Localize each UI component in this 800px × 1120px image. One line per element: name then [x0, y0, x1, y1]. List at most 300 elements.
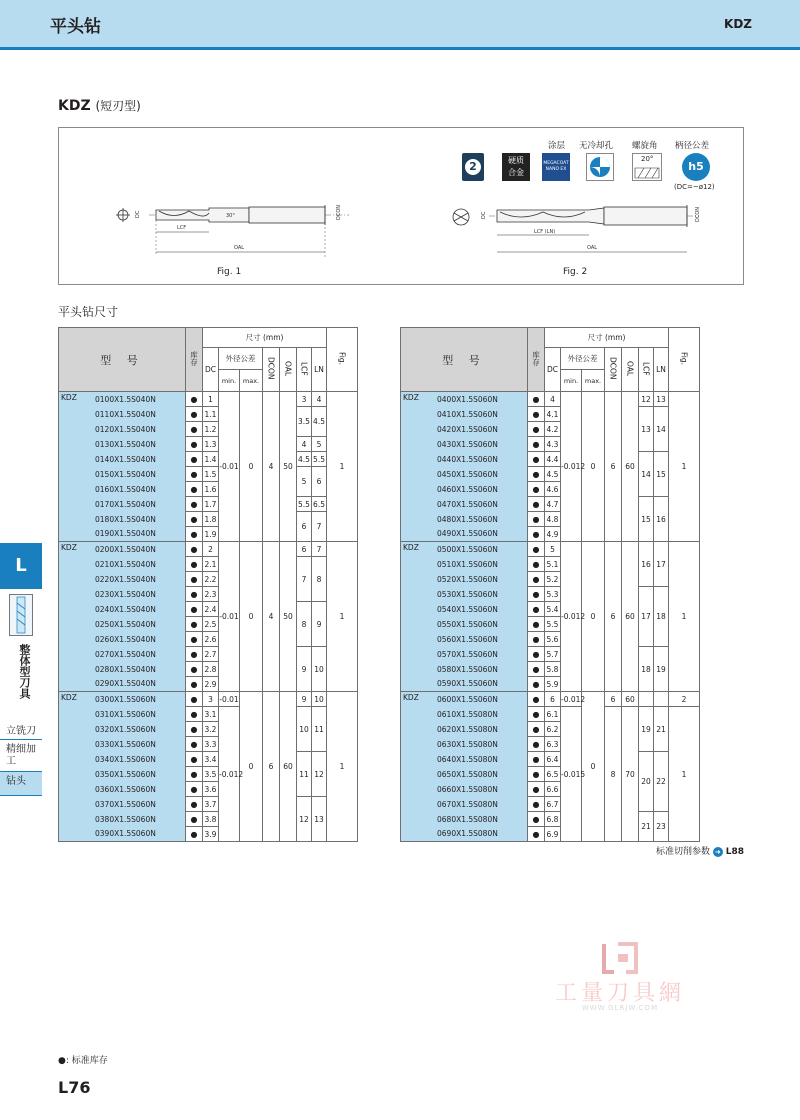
dimension-table-right	[400, 327, 700, 842]
stock-cell: ●	[186, 527, 203, 542]
model-cell	[59, 767, 186, 782]
fig1-dcon-label: DCON	[336, 204, 342, 220]
lcf-cell: 19	[639, 707, 654, 752]
dc-cell: 3.6	[203, 782, 219, 797]
model-cell	[401, 542, 528, 557]
fig-header-text: Fig.	[679, 352, 689, 365]
table-row	[401, 707, 700, 722]
model-prefix: KDZ	[403, 393, 419, 402]
dc-cell: 3.7	[203, 797, 219, 812]
dc-cell: 5	[545, 542, 561, 557]
model-cell	[59, 647, 186, 662]
fig2-lcf-label: LCF (LN)	[534, 229, 556, 235]
dcon-cell: 4	[263, 542, 280, 692]
table-row	[59, 647, 358, 662]
dc-cell: 1.8	[203, 512, 219, 527]
model-code: 0560X1.5S060N	[437, 634, 498, 644]
ln-header: LN	[654, 348, 669, 392]
model-cell	[401, 527, 528, 542]
model-cell	[401, 797, 528, 812]
material-line-2: 合金	[508, 168, 524, 177]
fig2-oal-label: OAL	[587, 245, 598, 251]
dc-cell: 2.7	[203, 647, 219, 662]
table-row	[401, 497, 700, 512]
dc-cell: 4.1	[545, 407, 561, 422]
table-row	[401, 407, 700, 422]
dc-cell: 4	[545, 392, 561, 407]
stock-cell: ●	[528, 452, 545, 467]
table-row	[401, 392, 700, 407]
model-cell	[59, 542, 186, 557]
flute-count-icon	[462, 153, 484, 181]
model-code: 0340X1.5S060N	[95, 754, 156, 764]
dc-cell: 3	[203, 692, 219, 707]
figure-box	[58, 127, 744, 285]
stock-cell: ●	[186, 467, 203, 482]
dc-cell: 5.5	[545, 617, 561, 632]
stock-cell: ●	[186, 542, 203, 557]
stock-cell: ●	[186, 617, 203, 632]
model-code: 0130X1.5S040N	[95, 439, 156, 449]
stock-cell: ●	[186, 722, 203, 737]
model-cell	[401, 647, 528, 662]
stock-cell: ●	[186, 707, 203, 722]
section-title: 平头钻尺寸	[58, 305, 119, 319]
dc-cell: 1.1	[203, 407, 219, 422]
table-row	[401, 812, 700, 827]
ln-cell	[654, 692, 669, 707]
model-cell	[59, 722, 186, 737]
coating-line-2: NANO EX	[545, 167, 567, 172]
table-row	[401, 542, 700, 557]
model-cell	[59, 752, 186, 767]
model-code: 0450X1.5S060N	[437, 469, 498, 479]
ln-cell: 15	[654, 452, 669, 497]
model-code: 0420X1.5S060N	[437, 424, 498, 434]
dc-cell: 4.5	[545, 467, 561, 482]
dc-cell: 3.8	[203, 812, 219, 827]
model-cell	[401, 722, 528, 737]
cutting-reference[interactable]	[656, 844, 744, 857]
lcf-cell: 8	[297, 602, 312, 647]
tol-min-header: min.	[561, 370, 582, 392]
dc-cell: 6.4	[545, 752, 561, 767]
table-row	[59, 452, 358, 467]
model-cell	[59, 737, 186, 752]
model-code: 0120X1.5S040N	[95, 424, 156, 434]
model-code: 0290X1.5S040N	[95, 679, 156, 689]
model-code: 0510X1.5S060N	[437, 559, 498, 569]
lcf-header-text: LCF	[641, 361, 651, 376]
fig2-drawing	[453, 205, 699, 252]
oal-cell: 60	[280, 692, 297, 842]
stock-cell: ●	[186, 392, 203, 407]
model-code: 0530X1.5S060N	[437, 589, 498, 599]
model-cell	[401, 407, 528, 422]
dc-cell: 2.8	[203, 662, 219, 677]
tol-min-cell: -0.012	[219, 707, 240, 842]
dimension-table-left	[58, 327, 358, 842]
ln-cell: 22	[654, 752, 669, 812]
ln-cell: 18	[654, 587, 669, 647]
tol-max-cell: 0	[582, 692, 605, 842]
model-code: 0140X1.5S040N	[95, 454, 156, 464]
stock-cell: ●	[528, 512, 545, 527]
dcon-cell: 8	[605, 707, 622, 842]
model-code: 0480X1.5S060N	[437, 514, 498, 524]
dc-cell: 1.3	[203, 437, 219, 452]
dc-cell: 5.3	[545, 587, 561, 602]
model-code: 0320X1.5S060N	[95, 724, 156, 734]
fig1-caption: Fig. 1	[217, 267, 242, 277]
model-code: 0110X1.5S040N	[95, 409, 156, 419]
fig-header	[327, 328, 358, 392]
stock-header	[186, 328, 203, 392]
model-cell	[401, 632, 528, 647]
lcf-cell: 4.5	[297, 452, 312, 467]
tolerance-header: 外径公差	[219, 348, 263, 370]
stock-cell: ●	[528, 692, 545, 707]
table-row	[59, 707, 358, 722]
lcf-cell: 13	[639, 407, 654, 452]
stock-cell: ●	[186, 422, 203, 437]
helix-angle-icon	[632, 153, 662, 181]
table-row	[401, 587, 700, 602]
coating-label: 涂层	[548, 141, 566, 151]
dc-cell: 6	[545, 692, 561, 707]
dcon-cell: 6	[263, 692, 280, 842]
tol-max-cell: 0	[240, 542, 263, 692]
size-header: 尺寸 (mm)	[203, 328, 327, 348]
fig-cell: 1	[327, 392, 358, 542]
model-code: 0440X1.5S060N	[437, 454, 498, 464]
ln-cell: 5	[312, 437, 327, 452]
model-cell	[59, 587, 186, 602]
fig-cell: 1	[669, 542, 700, 692]
fig-cell: 1	[669, 707, 700, 842]
lcf-cell: 11	[297, 752, 312, 797]
tol-max-cell: 0	[240, 692, 263, 842]
tol-max-header: max.	[582, 370, 605, 392]
watermark-text: 工量刀具網	[554, 981, 685, 1006]
stock-cell: ●	[528, 812, 545, 827]
dc-cell: 3.5	[203, 767, 219, 782]
dc-cell: 2.6	[203, 632, 219, 647]
page-header	[0, 0, 800, 50]
shank-tolerance-note: (DC=~ø12)	[674, 183, 715, 191]
model-cell	[401, 692, 528, 707]
stock-cell: ●	[186, 677, 203, 692]
stock-cell: ●	[186, 602, 203, 617]
model-code: 0160X1.5S040N	[95, 484, 156, 494]
lcf-cell: 7	[297, 557, 312, 602]
model-cell	[59, 572, 186, 587]
model-code: 0670X1.5S080N	[437, 799, 498, 809]
model-cell	[401, 452, 528, 467]
lcf-cell: 3	[297, 392, 312, 407]
model-code: 0580X1.5S060N	[437, 664, 498, 674]
page-number: L76	[58, 1078, 91, 1097]
table-row	[59, 602, 358, 617]
lcf-cell: 21	[639, 812, 654, 842]
model-cell	[401, 677, 528, 692]
stock-cell: ●	[528, 677, 545, 692]
model-code: 0650X1.5S080N	[437, 769, 498, 779]
stock-cell: ●	[186, 512, 203, 527]
table-row	[401, 452, 700, 467]
model-cell	[59, 452, 186, 467]
category-label: 整体型刀具	[18, 644, 31, 699]
oal-cell: 60	[622, 542, 639, 692]
lcf-header	[639, 348, 654, 392]
fig2-dc-label: DC	[481, 211, 487, 219]
model-cell	[59, 497, 186, 512]
dcon-cell: 6	[605, 392, 622, 542]
dc-cell: 6.9	[545, 827, 561, 842]
oal-cell: 70	[622, 707, 639, 842]
dc-cell: 4.7	[545, 497, 561, 512]
model-cell	[59, 392, 186, 407]
stock-cell: ●	[528, 617, 545, 632]
dcon-cell: 6	[605, 542, 622, 692]
table-row	[59, 392, 358, 407]
model-code: 0220X1.5S040N	[95, 574, 156, 584]
dc-cell: 5.7	[545, 647, 561, 662]
model-prefix: KDZ	[61, 693, 77, 702]
tol-min-cell: -0.015	[561, 707, 582, 842]
tol-max-cell: 0	[582, 392, 605, 542]
stock-cell: ●	[186, 647, 203, 662]
stock-cell: ●	[528, 632, 545, 647]
endmill-graphic-icon	[10, 595, 32, 635]
dc-cell: 2	[203, 542, 219, 557]
model-cell	[401, 437, 528, 452]
model-cell	[401, 497, 528, 512]
model-code: 0410X1.5S060N	[437, 409, 498, 419]
dc-cell: 2.5	[203, 617, 219, 632]
model-code: 0360X1.5S060N	[95, 784, 156, 794]
model-subtitle: (短刃型)	[95, 99, 141, 113]
model-cell	[59, 512, 186, 527]
stock-cell: ●	[528, 572, 545, 587]
lcf-cell: 10	[297, 707, 312, 752]
stock-cell: ●	[186, 497, 203, 512]
dc-cell: 6.6	[545, 782, 561, 797]
dc-cell: 1.2	[203, 422, 219, 437]
model-cell	[401, 557, 528, 572]
model-code: 0600X1.5S060N	[437, 694, 498, 704]
model-cell	[59, 602, 186, 617]
stock-cell: ●	[186, 572, 203, 587]
stock-footnote: ●: 标准库存	[58, 1056, 108, 1066]
reference-text: 标准切削参数	[655, 847, 710, 857]
model-prefix: KDZ	[403, 543, 419, 552]
table-row	[59, 512, 358, 527]
table-row	[401, 647, 700, 662]
tolerance-header: 外径公差	[561, 348, 605, 370]
model-code: 0470X1.5S060N	[437, 499, 498, 509]
dc-cell: 4.2	[545, 422, 561, 437]
stock-header	[528, 328, 545, 392]
dc-cell: 2.4	[203, 602, 219, 617]
model-code: 0270X1.5S040N	[95, 649, 156, 659]
model-code: 0690X1.5S080N	[437, 829, 498, 839]
stock-header-text: 库存	[531, 351, 541, 366]
dc-cell: 5.9	[545, 677, 561, 692]
model-cell	[401, 392, 528, 407]
oal-header-text: OAL	[283, 360, 293, 377]
stock-cell: ●	[186, 767, 203, 782]
model-cell	[401, 752, 528, 767]
model-prefix: KDZ	[61, 543, 77, 552]
table-row	[59, 467, 358, 482]
model-code: 0550X1.5S060N	[437, 619, 498, 629]
material-icon	[502, 153, 530, 181]
page-title: 平头钻	[50, 17, 101, 37]
table-row	[59, 497, 358, 512]
model-code: 0660X1.5S080N	[437, 784, 498, 794]
dc-cell: 1	[203, 392, 219, 407]
stock-cell: ●	[528, 557, 545, 572]
ln-header: LN	[312, 348, 327, 392]
stock-cell: ●	[186, 692, 203, 707]
model-prefix: KDZ	[61, 393, 77, 402]
model-cell	[59, 782, 186, 797]
stock-cell: ●	[186, 737, 203, 752]
dc-cell: 5.2	[545, 572, 561, 587]
dcon-header	[263, 348, 280, 392]
ln-cell: 4.5	[312, 407, 327, 437]
model-cell	[59, 527, 186, 542]
ln-cell: 11	[312, 707, 327, 752]
fig-header	[669, 328, 700, 392]
material-line-1: 硬质	[508, 156, 524, 165]
stock-cell: ●	[186, 557, 203, 572]
lcf-cell: 17	[639, 587, 654, 647]
nav-endmill[interactable]: 立铣刀	[0, 722, 42, 740]
dc-cell: 6.2	[545, 722, 561, 737]
shank-tolerance-icon: h5	[682, 153, 710, 181]
model-cell	[59, 617, 186, 632]
watermark-url: WWW.GLRJW.COM	[581, 1004, 659, 1012]
model-code: 0200X1.5S040N	[95, 544, 156, 554]
model-cell	[59, 467, 186, 482]
tol-min-header: min.	[219, 370, 240, 392]
model-code: 0330X1.5S060N	[95, 739, 156, 749]
dcon-cell: 4	[263, 392, 280, 542]
model-code: 0350X1.5S060N	[95, 769, 156, 779]
model-code: 0570X1.5S060N	[437, 649, 498, 659]
dc-header: DC	[545, 348, 561, 392]
dc-cell: 1.4	[203, 452, 219, 467]
model-cell	[401, 602, 528, 617]
dcon-cell: 6	[605, 692, 622, 707]
ln-cell: 10	[312, 647, 327, 692]
table-row	[59, 752, 358, 767]
model-title	[58, 97, 141, 114]
ln-cell: 9	[312, 602, 327, 647]
stock-cell: ●	[528, 782, 545, 797]
model-code: 0540X1.5S060N	[437, 604, 498, 614]
stock-cell: ●	[186, 587, 203, 602]
nav-finishing[interactable]: 精细加工	[0, 742, 42, 772]
dc-cell: 6.1	[545, 707, 561, 722]
stock-cell: ●	[528, 827, 545, 842]
dc-header: DC	[203, 348, 219, 392]
tol-max-cell: 0	[582, 542, 605, 692]
ln-cell: 10	[312, 692, 327, 707]
stock-cell: ●	[528, 752, 545, 767]
model-code: 0370X1.5S060N	[95, 799, 156, 809]
oal-cell: 50	[280, 392, 297, 542]
ln-cell: 23	[654, 812, 669, 842]
model-code: 0260X1.5S040N	[95, 634, 156, 644]
stock-cell: ●	[528, 467, 545, 482]
model-code: 0590X1.5S060N	[437, 679, 498, 689]
model-code: 0380X1.5S060N	[95, 814, 156, 824]
model-cell	[59, 662, 186, 677]
fig1-dc-label: DC	[135, 210, 141, 218]
stock-cell: ●	[528, 797, 545, 812]
stock-cell: ●	[186, 437, 203, 452]
fig-header-text: Fig.	[337, 352, 347, 365]
model-code: 0520X1.5S060N	[437, 574, 498, 584]
nav-drill[interactable]: 钻头	[0, 772, 42, 796]
lcf-cell: 12	[639, 392, 654, 407]
fig2-caption: Fig. 2	[563, 267, 588, 277]
stock-cell: ●	[528, 437, 545, 452]
coating-icon	[542, 153, 570, 181]
flute-count: 2	[465, 159, 481, 175]
model-cell	[401, 467, 528, 482]
lcf-cell: 16	[639, 542, 654, 587]
stock-cell: ●	[186, 482, 203, 497]
model-cell	[59, 707, 186, 722]
spec-icons	[462, 137, 732, 207]
model-code: 0390X1.5S060N	[95, 829, 156, 839]
model-code: 0490X1.5S060N	[437, 529, 498, 539]
reference-page: L88	[725, 847, 744, 857]
model-cell	[59, 437, 186, 452]
dcon-header-text: DCON	[608, 357, 618, 380]
model-cell	[401, 482, 528, 497]
ln-cell: 21	[654, 707, 669, 752]
arrow-right-icon: ➜	[713, 847, 723, 857]
stock-cell: ●	[528, 767, 545, 782]
model-code: 0150X1.5S040N	[95, 469, 156, 479]
stock-cell: ●	[528, 707, 545, 722]
stock-cell: ●	[186, 752, 203, 767]
lcf-cell: 9	[297, 647, 312, 692]
coating-line-1: MEGACOAT	[543, 161, 569, 166]
ln-cell: 12	[312, 752, 327, 797]
fig-cell: 1	[669, 392, 700, 542]
fig2-dcon-label: DCON	[695, 206, 701, 222]
stock-cell: ●	[186, 782, 203, 797]
model-cell	[401, 662, 528, 677]
model-header: 型 号	[401, 328, 528, 392]
watermark-logo-icon	[600, 940, 640, 976]
dc-cell: 4.9	[545, 527, 561, 542]
model-cell	[401, 572, 528, 587]
section-tab[interactable]: L	[0, 543, 42, 589]
model-code: 0310X1.5S060N	[95, 709, 156, 719]
dc-cell: 1.5	[203, 467, 219, 482]
model-cell	[59, 407, 186, 422]
coolant-label: 无冷却孔	[579, 141, 614, 151]
ln-cell: 7	[312, 542, 327, 557]
fig1-oal-label: OAL	[234, 245, 245, 251]
